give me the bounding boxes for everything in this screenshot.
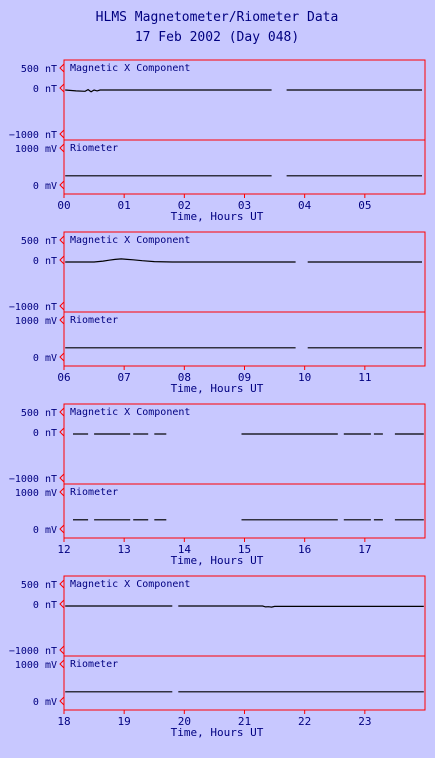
magnetic-x-panel [9,576,425,657]
y-tick-mark [60,697,64,705]
mag-trace-segment [178,606,423,607]
riometer-panel [15,484,425,538]
y-tick-label: 500 nT [20,236,57,247]
chart-subtitle: 17 Feb 2002 (Day 048) [134,30,300,45]
chart-block-2 [9,404,425,567]
rio-panel-label: Riometer [70,659,119,670]
chart-block-3 [9,576,425,739]
y-tick-mark [60,130,64,138]
y-tick-label: 0 mV [32,525,57,536]
y-tick-mark [60,64,64,72]
x-tick-label: 12 [57,543,71,556]
y-tick-mark [60,525,64,533]
y-tick-mark [60,144,64,152]
x-axis-label: Time, Hours UT [170,210,264,223]
x-axis-label: Time, Hours UT [170,554,264,567]
magnetic-x-panel [9,232,425,313]
mag-trace-segment [65,90,271,92]
x-tick-label: 21 [237,715,252,728]
y-tick-label: 500 nT [20,64,57,75]
y-tick-mark [60,646,64,654]
chart-block-1 [9,232,425,395]
x-tick-label: 11 [358,371,372,384]
y-tick-label: 1000 mV [14,316,57,327]
x-tick-label: 09 [237,371,252,384]
y-tick-label: 0 mV [32,353,57,364]
y-tick-mark [60,488,64,496]
chart-title: HLMS Magnetometer/Riometer Data [95,10,339,25]
mag-panel-label: Magnetic X Component [70,63,191,74]
x-tick-label: 14 [177,543,191,556]
y-tick-label: −1000 nT [8,646,57,657]
y-tick-mark [60,181,64,189]
x-axis-label: Time, Hours UT [170,726,264,739]
mag-panel-label: Magnetic X Component [70,579,191,590]
mag-panel-label: Magnetic X Component [70,235,191,246]
y-tick-mark [60,600,64,608]
x-tick-label: 10 [298,371,312,384]
rio-panel-label: Riometer [70,315,119,326]
x-tick-label: 15 [237,543,252,556]
y-tick-label: 0 mV [32,181,57,192]
riometer-panel [15,312,425,366]
y-tick-label: 0 nT [32,600,57,611]
y-tick-mark [60,316,64,324]
rio-panel-label: Riometer [70,487,119,498]
magnetic-x-panel [9,404,425,485]
x-tick-label: 02 [177,199,191,212]
y-tick-label: 0 nT [32,256,57,267]
rio-panel-label: Riometer [70,143,119,154]
magnetic-x-panel [9,60,425,141]
chart-block-0 [9,60,425,223]
y-tick-label: 500 nT [20,580,57,591]
x-tick-label: 00 [57,199,71,212]
x-tick-label: 03 [237,199,252,212]
x-tick-label: 07 [117,371,131,384]
y-tick-label: −1000 nT [8,302,57,313]
x-tick-label: 16 [298,543,312,556]
y-tick-mark [60,353,64,361]
y-tick-label: −1000 nT [8,130,57,141]
x-axis-label: Time, Hours UT [170,382,264,395]
riometer-panel [15,656,425,710]
y-tick-mark [60,84,64,92]
x-tick-label: 22 [298,715,312,728]
x-tick-label: 19 [117,715,131,728]
y-tick-mark [60,428,64,436]
x-tick-label: 23 [358,715,372,728]
y-tick-label: 1000 mV [14,144,57,155]
y-tick-mark [60,580,64,588]
x-tick-label: 18 [57,715,71,728]
y-tick-label: 0 nT [32,428,57,439]
x-tick-label: 17 [358,543,372,556]
x-tick-label: 13 [117,543,131,556]
riometer-panel [15,140,425,194]
y-tick-mark [60,236,64,244]
x-tick-label: 08 [177,371,191,384]
mag-trace-segment [65,259,256,262]
x-tick-label: 20 [177,715,191,728]
chart-panels [9,60,425,739]
x-tick-label: 01 [117,199,131,212]
x-tick-label: 04 [298,199,312,212]
y-tick-label: −1000 nT [8,474,57,485]
y-tick-label: 0 nT [32,84,57,95]
y-tick-mark [60,302,64,310]
y-tick-label: 1000 mV [14,488,57,499]
y-tick-mark [60,660,64,668]
y-tick-mark [60,256,64,264]
y-tick-label: 0 mV [32,697,57,708]
y-tick-label: 1000 mV [14,660,57,671]
y-tick-mark [60,474,64,482]
y-tick-mark [60,408,64,416]
mag-panel-label: Magnetic X Component [70,407,191,418]
x-tick-label: 05 [358,199,372,212]
y-tick-label: 500 nT [20,408,57,419]
x-tick-label: 06 [57,371,71,384]
